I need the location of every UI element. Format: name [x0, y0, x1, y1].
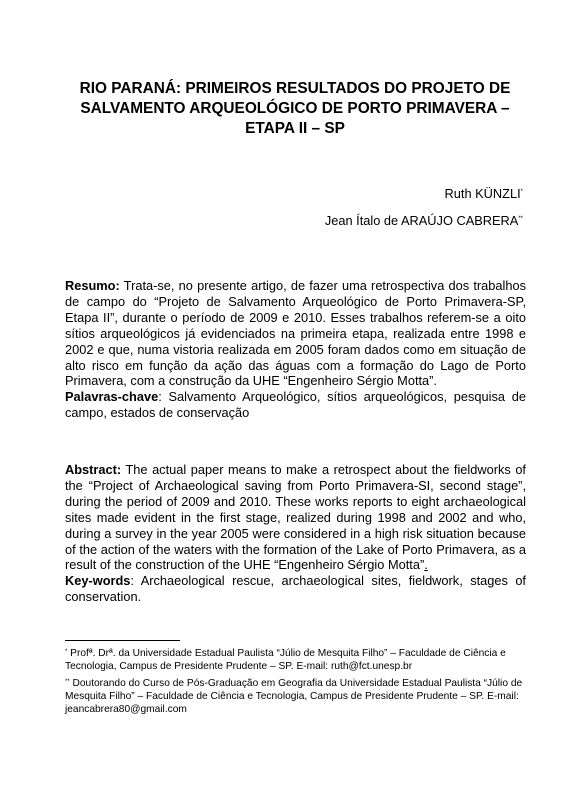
- author-2-name: Jean Ítalo de ARAÚJO CABRERA: [324, 213, 519, 228]
- footnote-1: [65, 647, 527, 673]
- footnote-2-mark: **: [65, 679, 70, 685]
- title-line-1: RIO PARANÁ: PRIMEIROS RESULTADOS DO PROJETO DE: [79, 80, 511, 97]
- palavras-chave-label: Palavras-chave: [65, 389, 159, 405]
- resumo-section: [65, 278, 526, 421]
- palavras-chave-text: : Salvamento Arqueológico, sítios arqueológicos, pesquisa de campo, estados de conservação: [65, 389, 526, 421]
- author-2-footnote-mark: **: [518, 216, 523, 222]
- author-1-name: Ruth KÜNZLI: [444, 186, 521, 201]
- abstract-paragraph: [65, 462, 526, 573]
- abstract-trailing-punct: .: [424, 557, 428, 573]
- resumo-text: Trata-se, no presente artigo, de fazer uma retrospectiva dos trabalhos de campo do “Projeto de Salvamento Arqueológico de Porto Primavera-SP, Etapa II”, durante o período de 2009 e 2010. Esses trabalhos referem-se a oito sítios arqueológicos já evidenciados na primeira etapa, realizada entre 1998 e 2002 e que, numa vistoria realizada em 2005 foram dados como em situação de alto risco em função da ação das águas com a formação do Lago de Porto Primavera, com a construção da UHE “Engenheiro Sérgio Motta”.: [65, 278, 526, 389]
- keywords-label: Key-words: [65, 573, 131, 589]
- palavras-chave-paragraph: [65, 389, 526, 421]
- author-1-footnote-mark: *: [520, 189, 523, 195]
- footnote-separator: [65, 640, 180, 641]
- footnotes: [65, 647, 527, 720]
- author-1: [445, 186, 523, 202]
- article-title: [60, 79, 530, 139]
- keywords-text: : Archaeological rescue, archaeological sites, fieldwork, stages of conservation.: [65, 573, 526, 605]
- title-line-2: SALVAMENTO ARQUEOLÓGICO DE PORTO PRIMAVERA –: [80, 100, 510, 117]
- author-2: [325, 213, 523, 229]
- abstract-label: Abstract:: [65, 462, 122, 477]
- resumo-label: Resumo:: [65, 278, 120, 293]
- abstract-text: The actual paper means to make a retrospect about the fieldworks of the “Project of Archaeological saving from Porto Primavera-SI, second stage”, during the period of 2009 and 2010. These works reports to eight archaeological sites made evident in the first stage, realized during 1998 and 2002 and who, during a survey in the year 2005 were considered in a high risk situation because of the action of the waters with the formation of the Lake of Porto Primavera, as a result of the construction of the UHE “Engenheiro Sérgio Motta”: [65, 462, 526, 573]
- keywords-paragraph: [65, 573, 526, 605]
- footnote-1-mark: *: [65, 649, 68, 655]
- footnote-1-text: Profª. Drª. da Universidade Estadual Paulista “Júlio de Mesquita Filho” – Faculdade de Ciência e Tecnologia, Campus de Presidente Prudente – SP. E-mail: ruth@fct.unesp.br: [65, 648, 506, 672]
- title-line-3: ETAPA II – SP: [245, 120, 345, 137]
- footnote-2: [65, 677, 527, 716]
- footnote-2-text: Doutorando do Curso de Pós-Graduação em Geografia da Universidade Estadual Paulista “Júlio de Mesquita Filho” – Faculdade de Ciência e Tecnologia, Campus de Presidente Prudente – SP. E-mail: jeancabrera80@gmail.com: [65, 678, 523, 715]
- resumo-paragraph: [65, 278, 526, 389]
- abstract-section: [65, 462, 526, 605]
